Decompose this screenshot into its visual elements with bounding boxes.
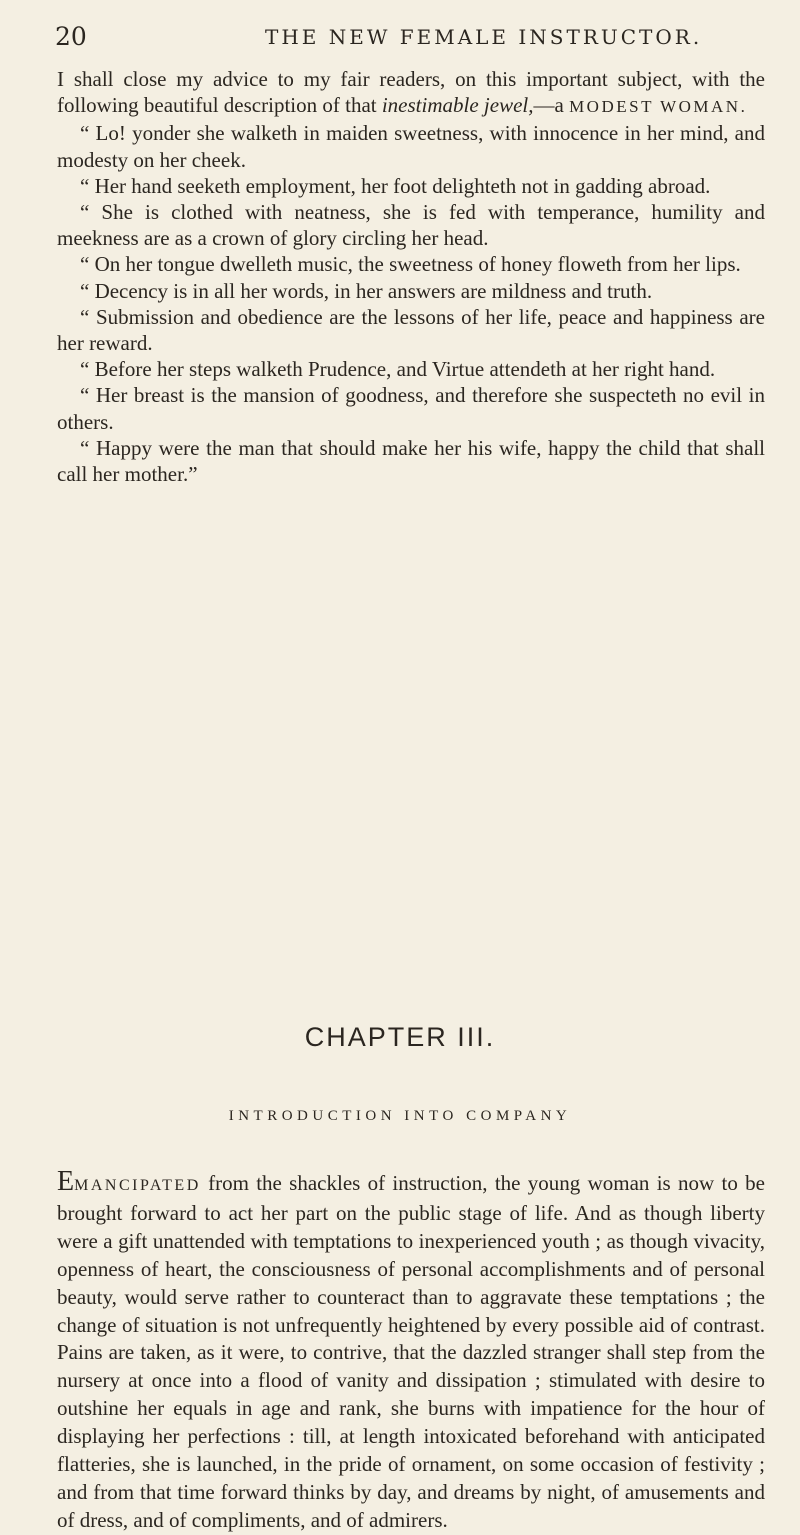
intro-smallcaps: MODEST WOMAN. xyxy=(569,97,748,117)
quote-paragraph: “ She is clothed with neatness, she is fed with temperance, humility and meekness are as a crown of glory circling her head. xyxy=(57,200,765,251)
quote-paragraph: “ On her tongue dwelleth music, the sweetness of honey floweth from her lips. xyxy=(80,252,741,277)
chapter-lead-word: MANCIPATED xyxy=(74,1177,201,1194)
intro-italic-phrase: inestimable jewel, xyxy=(381,93,534,118)
chapter-subtitle: INTRODUCTION INTO COMPANY xyxy=(228,1108,572,1124)
chapter-paragraph xyxy=(57,1168,765,1535)
chapter-initial-letter: E xyxy=(57,1166,75,1197)
intro-paragraph xyxy=(57,66,765,120)
running-title: THE NEW FEMALE INSTRUCTOR. xyxy=(265,25,703,49)
quote-paragraph: “ Decency is in all her words, in her answers are mildness and truth. xyxy=(80,278,653,303)
quote-paragraph: “ Her hand seeketh employment, her foot delighteth not in gadding abroad. xyxy=(80,173,711,198)
quote-paragraph: “ Happy were the man that should make her his wife, happy the child that shall call her mother.” xyxy=(57,435,765,487)
intro-text: I shall close my advice to my fair readers, on this important subject, with the following beautiful description of that xyxy=(57,67,765,118)
quote-paragraph: “ Lo! yonder she walketh in maiden sweetness, with innocence in her mind, and modesty on her cheek. xyxy=(57,121,765,172)
chapter-body-text: from the shackles of instruction, the young woman is now to be brought forward to act her part on the public stage of life. And as though liberty were a gift unattended with temptations to inexperienced youth ; as though vivacity, openness of heart, the consciousness of personal accomplishments and of personal beauty, would serve rather to counteract than to aggravate these temptations ; the change of situation is not unfrequently heightened by every possible aid of contrast. Pains are taken, as it were, to contrive, that the dazzled stranger shall step from the nursery at once into a flood of vanity and dissipation ; stimulated with desire to outshine her equals in age and rank, she burns with impatience for the hour of displaying her perfections : till, at length intoxicated beforehand with anticipated flatteries, she is launched, in the pride of ornament, on some occasion of festivity ; and from that time forward thinks by day, and dreams by night, of amusements and of dress, and of compliments, and of admirers. xyxy=(57,1171,765,1532)
page-header xyxy=(55,22,740,52)
intro-dash: —a xyxy=(533,93,570,118)
chapter-title: CHAPTER III. xyxy=(304,1022,496,1052)
main-text xyxy=(57,66,765,487)
quote-paragraph: “ Submission and obedience are the lessons of her life, peace and happiness are her reward. xyxy=(57,304,765,356)
quote-paragraph: “ Her breast is the mansion of goodness, and therefore she suspecteth no evil in others. xyxy=(57,383,765,434)
quote-paragraph: “ Before her steps walketh Prudence, and Virtue attendeth at her right hand. xyxy=(80,357,716,382)
page-number: 20 xyxy=(55,22,87,51)
